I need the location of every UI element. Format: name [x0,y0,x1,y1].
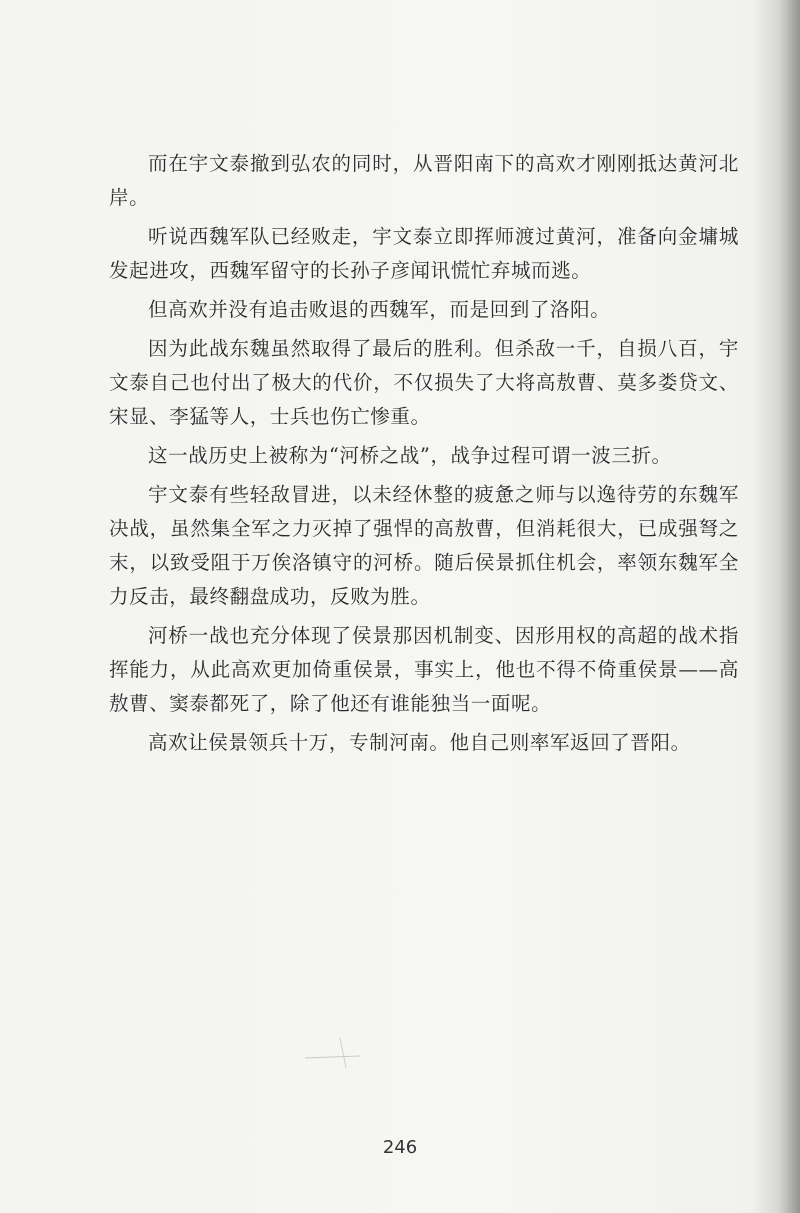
page-number: 246 [382,1137,418,1158]
paragraph: 因为此战东魏虽然取得了最后的胜利。但杀敌一千，自损八百，宇文泰自己也付出了极大的代价，不仅损失了大将高敖曹、莫多娄贷文、宋显、李猛等人，士兵也伤亡惨重。 [109,337,739,428]
scan-artifact [300,1030,370,1070]
binding-shadow [778,0,800,1213]
paragraph: 高欢让侯景领兵十万，专制河南。他自己则率军返回了晋阳。 [148,731,691,754]
body-text [109,147,739,765]
paragraph: 这一战历史上被称为“河桥之战”，战争过程可谓一波三折。 [148,444,672,467]
paragraph: 而在宇文泰撤到弘农的同时，从晋阳南下的高欢才刚刚抵达黄河北岸。 [109,152,739,209]
paragraph: 河桥一战也充分体现了侯景那因机制变、因形用权的高超的战术指挥能力，从此高欢更加倚重侯景，事实上，他也不得不倚重侯景——高敖曹、窦泰都死了，除了他还有谁能独当一面呢。 [109,624,739,715]
paragraph: 但高欢并没有追击败退的西魏军，而是回到了洛阳。 [148,298,611,321]
paragraph: 宇文泰有些轻敌冒进，以未经休整的疲惫之师与以逸待劳的东魏军决战，虽然集全军之力灭掉了强悍的高敖曹，但消耗很大，已成强弩之末，以致受阻于万俟洛镇守的河桥。随后侯景抓住机会，率领东魏军全力反击，最终翻盘成功，反败为胜。 [109,483,739,608]
paragraph: 听说西魏军队已经败走，宇文泰立即挥师渡过黄河，准备向金墉城发起进攻，西魏军留守的长孙子彦闻讯慌忙弃城而逃。 [109,225,739,282]
